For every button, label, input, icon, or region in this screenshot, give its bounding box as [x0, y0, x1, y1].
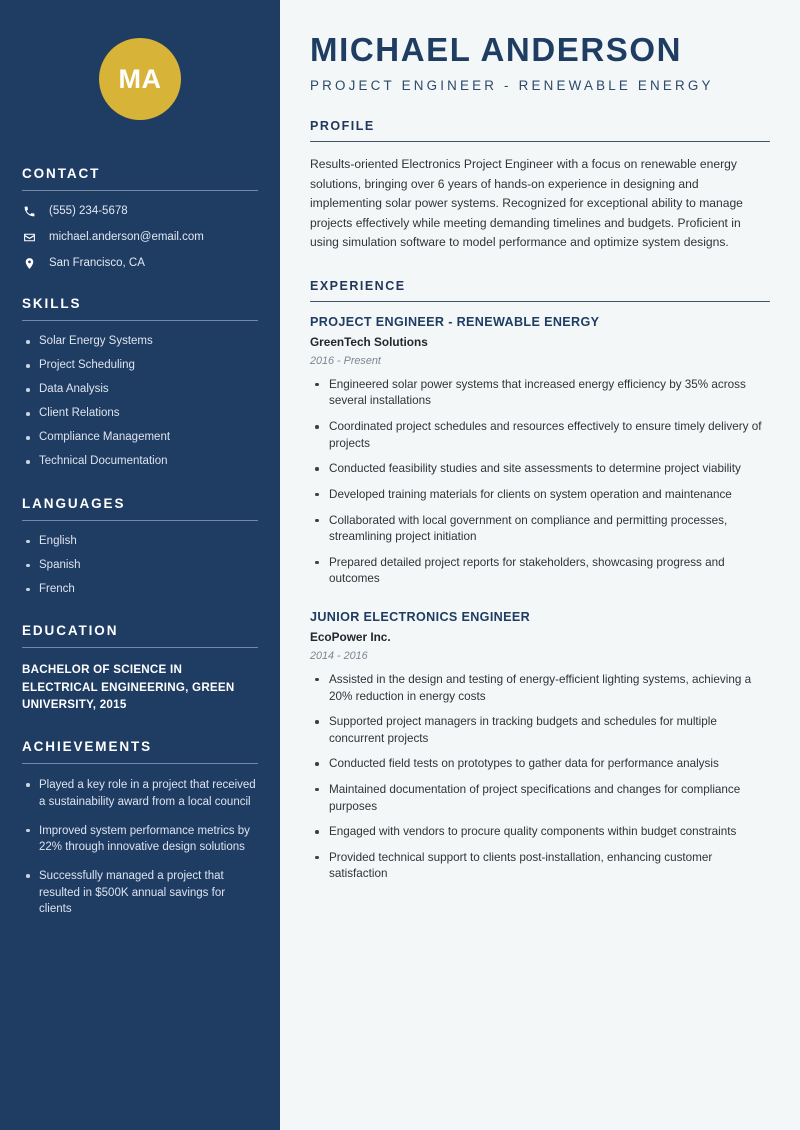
education-heading: EDUCATION [22, 623, 119, 639]
list-item: Played a key role in a project that received a sustainability award from a local council [22, 777, 258, 810]
avatar: MA [99, 38, 181, 120]
list-item: Collaborated with local government on compliance and permitting processes, streamlining project initiation [310, 513, 770, 546]
contact-item-phone[interactable] [22, 204, 258, 218]
education-section [22, 623, 258, 713]
achievements-heading: ACHIEVEMENTS [22, 739, 153, 755]
contact-value-email: michael.anderson@email.com [49, 231, 204, 243]
contact-heading: CONTACT [22, 166, 101, 181]
job-company: EcoPower Inc. [310, 629, 391, 644]
languages-section [22, 496, 258, 598]
list-item: Conducted feasibility studies and site assessments to determine project viability [310, 461, 770, 478]
contact-item-location[interactable] [22, 256, 258, 270]
skills-section [22, 296, 258, 470]
languages-heading: LANGUAGES [22, 495, 126, 511]
list-item: Conducted field tests on prototypes to gather data for performance analysis [310, 756, 770, 773]
list-item: English [22, 534, 258, 550]
list-item: Assisted in the design and testing of energy-efficient lighting systems, achieving a 20% reduction in energy costs [310, 672, 770, 705]
contact-divider [22, 190, 258, 191]
list-item: Developed training materials for clients on system operation and maintenance [310, 487, 770, 504]
list-item: Prepared detailed project reports for stakeholders, showcasing progress and outcomes [310, 555, 770, 588]
job-title: JUNIOR ELECTRONICS ENGINEER [310, 609, 531, 624]
job-bullets [310, 377, 770, 588]
contact-section [22, 166, 258, 270]
job-company: GreenTech Solutions [310, 334, 428, 349]
location-pin-icon [22, 256, 36, 270]
experience-heading: EXPERIENCE [310, 278, 406, 293]
profile-divider [310, 141, 770, 142]
contact-list [22, 204, 258, 270]
job-subtitle: PROJECT ENGINEER - RENEWABLE ENERGY [310, 77, 714, 93]
list-item: Project Scheduling [22, 358, 258, 374]
skills-list [22, 334, 258, 470]
list-item: Engineered solar power systems that increased energy efficiency by 35% across several installations [310, 377, 770, 410]
profile-section [310, 119, 770, 253]
experience-divider [310, 301, 770, 302]
profile-text: Results-oriented Electronics Project Engineer with a focus on renewable energy solutions, bringing over 6 years of hands-on experience in designing and implementing solar power systems. Recognized for exceptional ability to manage projects effectively while meeting demanding timelines and budgets. Proficient in using simulation software to model performance and optimize system designs. [310, 156, 743, 250]
list-item: Supported project managers in tracking budgets and schedules for multiple concurrent projects [310, 714, 770, 747]
main-content [280, 0, 800, 1130]
education-degree: BACHELOR OF SCIENCE IN ELECTRICAL ENGINEERING, GREEN UNIVERSITY, 2015 [22, 663, 235, 711]
avatar-container [22, 0, 258, 166]
achievements-list [22, 777, 258, 918]
list-item: Successfully managed a project that resulted in $500K annual savings for clients [22, 868, 258, 918]
contact-value-phone: (555) 234-5678 [49, 205, 128, 217]
job-dates: 2016 - Present [310, 354, 381, 367]
profile-heading: PROFILE [310, 118, 375, 133]
list-item: Compliance Management [22, 430, 258, 446]
languages-divider [22, 520, 258, 521]
achievements-divider [22, 763, 258, 764]
page-title: MICHAEL ANDERSON [310, 31, 683, 68]
achievements-section [22, 739, 258, 918]
contact-value-location: San Francisco, CA [49, 257, 145, 269]
skills-divider [22, 320, 258, 321]
list-item: Engaged with vendors to procure quality components within budget constraints [310, 824, 770, 841]
skills-heading: SKILLS [22, 296, 82, 311]
education-divider [22, 647, 258, 648]
experience-section [310, 279, 770, 883]
list-item: Coordinated project schedules and resources effectively to ensure timely delivery of projects [310, 419, 770, 452]
job-dates: 2014 - 2016 [310, 649, 368, 662]
list-item: French [22, 582, 258, 598]
job-bullets [310, 672, 770, 883]
list-item: Improved system performance metrics by 22% through innovative design solutions [22, 823, 258, 856]
list-item: Client Relations [22, 406, 258, 422]
envelope-icon [22, 230, 36, 244]
list-item: Provided technical support to clients post-installation, enhancing customer satisfaction [310, 850, 770, 883]
contact-item-email[interactable] [22, 230, 258, 244]
list-item: Technical Documentation [22, 454, 258, 470]
job-title: PROJECT ENGINEER - RENEWABLE ENERGY [310, 314, 600, 329]
languages-list [22, 534, 258, 598]
experience-entry [310, 315, 770, 588]
list-item: Maintained documentation of project specifications and changes for compliance purposes [310, 782, 770, 815]
list-item: Solar Energy Systems [22, 334, 258, 350]
sidebar [0, 0, 280, 1130]
list-item: Spanish [22, 558, 258, 574]
list-item: Data Analysis [22, 382, 258, 398]
experience-entry [310, 610, 770, 883]
phone-icon [22, 204, 36, 218]
